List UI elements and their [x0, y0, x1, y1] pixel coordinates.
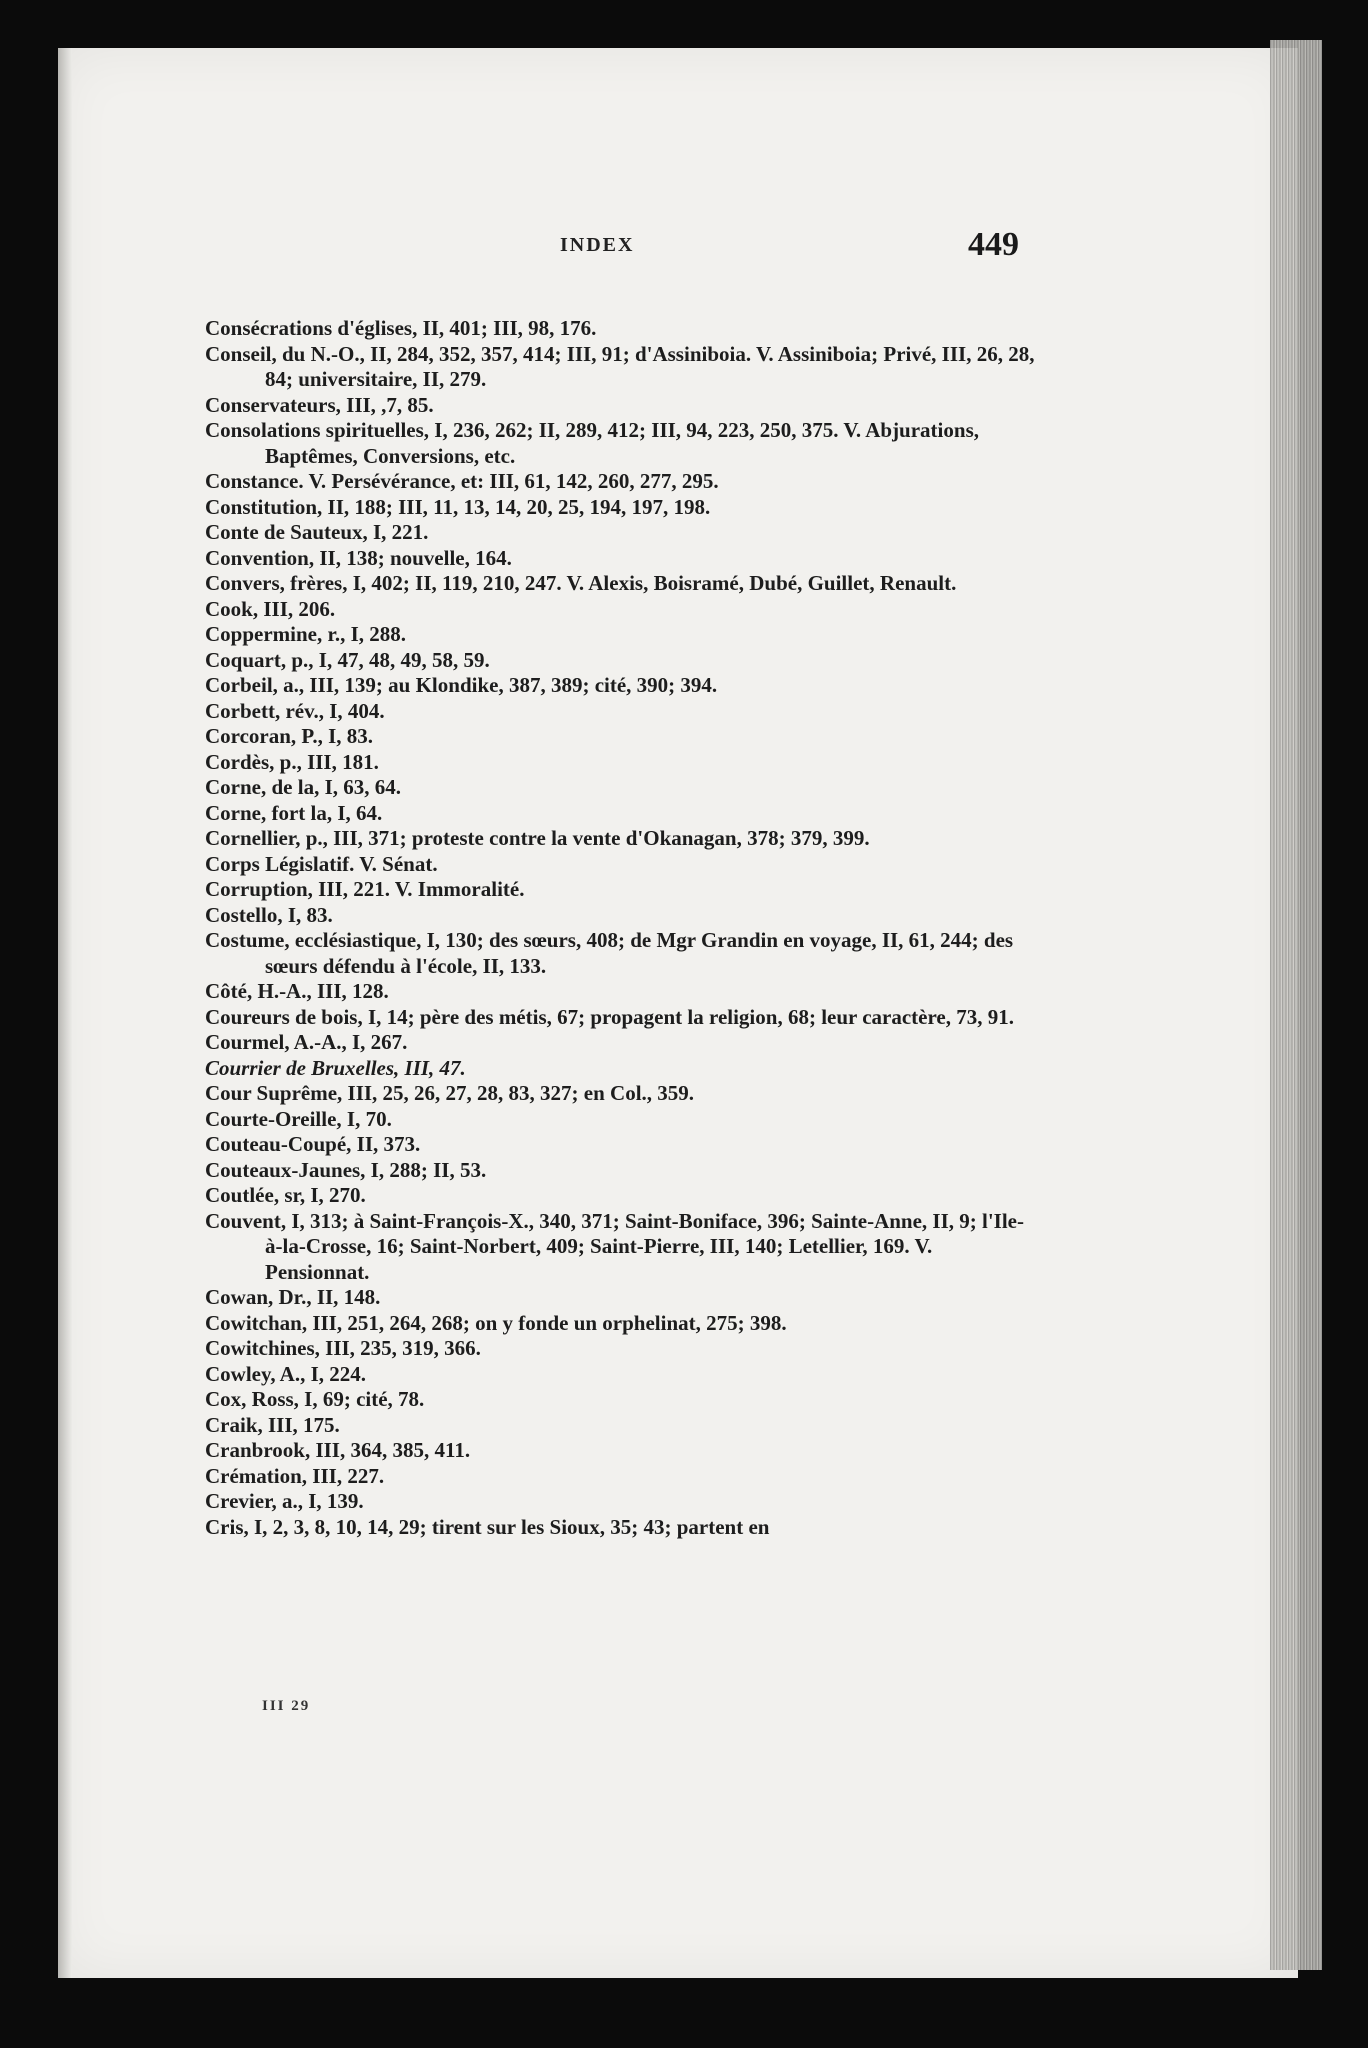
index-entry: Costello, I, 83. [205, 902, 333, 927]
index-entry: Cowitchan, III, 251, 264, 268; on y fonde un orphelinat, 275; 398. [205, 1310, 787, 1335]
index-entry: Convers, frères, I, 402; II, 119, 210, 247. V. Alexis, Boisramé, Dubé, Guillet, Renault. [205, 571, 957, 595]
index-entry: Coquart, p., I, 47, 48, 49, 58, 59. [205, 647, 490, 672]
index-entry: Coureurs de bois, I, 14; père des métis, 67; propagent la religion, 68; leur caractère, 73, 91. [205, 1004, 1015, 1029]
index-entry: Coutlée, sr, I, 270. [205, 1183, 366, 1207]
index-entry: Crémation, III, 227. [205, 1463, 385, 1488]
index-entry: Craik, III, 175. [205, 1412, 340, 1437]
index-entry: Corne, fort la, I, 64. [205, 800, 383, 825]
index-entry: Consécrations d'églises, II, 401; III, 98, 176. [205, 316, 597, 340]
index-entry: Couteaux-Jaunes, I, 288; II, 53. [205, 1157, 487, 1182]
index-entry: Consolations spirituelles, I, 236, 262; II, 289, 412; III, 94, 223, 250, 375. V. Abjurations, Baptêmes, Conversions, etc. [205, 418, 979, 468]
index-entry: Conte de Sauteux, I, 221. [205, 520, 429, 544]
index-entry: Courte-Oreille, I, 70. [205, 1106, 392, 1131]
index-entry: Cour Suprême, III, 25, 26, 27, 28, 83, 327; en Col., 359. [205, 1081, 695, 1105]
index-entry: Cranbrook, III, 364, 385, 411. [205, 1438, 471, 1462]
index-entry: Constitution, II, 188; III, 11, 13, 14, 20, 25, 194, 197, 198. [205, 494, 711, 519]
page-number: 449 [968, 226, 1019, 263]
index-entry: Cordès, p., III, 181. [205, 749, 379, 774]
index-entry: Crevier, a., I, 139. [205, 1489, 364, 1513]
index-entry: Cris, I, 2, 3, 8, 10, 14, 29; tirent sur les Sioux, 35; 43; partent en [205, 1514, 770, 1539]
index-entry: Corbett, rév., I, 404. [205, 698, 385, 723]
index-entry: Conservateurs, III, ,7, 85. [205, 392, 434, 417]
index-entry: Courmel, A.-A., I, 267. [205, 1030, 408, 1054]
index-entry: Cowan, Dr., II, 148. [205, 1285, 381, 1309]
index-entry: Corruption, III, 221. V. Immoralité. [205, 877, 525, 901]
index-entry: Côté, H.-A., III, 128. [205, 979, 389, 1003]
index-entry: Couvent, I, 313; à Saint-François-X., 340, 371; Saint-Boniface, 396; Sainte-Anne, II, 9; l'Ile-à-la-Crosse, 16; Saint-Norbert, 409; Saint-Pierre, III, 140; Letellier, 169. V. Pensionnat. [205, 1208, 1024, 1284]
index-entry: Conseil, du N.-O., II, 284, 352, 357, 414; III, 91; d'Assiniboia. V. Assiniboia; Privé, III, 26, 28, 84; universitaire, II, 279. [205, 341, 1035, 391]
index-entries [205, 316, 1035, 1540]
index-entry: Cowitchines, III, 235, 319, 366. [205, 1336, 481, 1360]
index-entry: Constance. V. Persévérance, et: III, 61, 142, 260, 277, 295. [205, 469, 719, 493]
index-entry: Convention, II, 138; nouvelle, 164. [205, 545, 512, 570]
index-entry: Corne, de la, I, 63, 64. [205, 775, 401, 799]
index-entry: Courrier de Bruxelles, III, 47. [205, 1055, 466, 1080]
index-entry: Corps Législatif. V. Sénat. [205, 851, 438, 876]
index-entry: Cox, Ross, I, 69; cité, 78. [205, 1387, 425, 1411]
index-entry: Corcoran, P., I, 83. [205, 724, 373, 748]
index-entry: Cook, III, 206. [205, 596, 336, 621]
index-entry: Couteau-Coupé, II, 373. [205, 1132, 421, 1156]
index-entry: Cornellier, p., III, 371; proteste contre la vente d'Okanagan, 378; 379, 399. [205, 826, 870, 850]
signature-mark: III 29 [262, 1698, 311, 1714]
index-entry: Coppermine, r., I, 288. [205, 622, 407, 646]
index-entry: Cowley, A., I, 224. [205, 1361, 367, 1386]
index-entry: Costume, ecclésiastique, I, 130; des sœurs, 408; de Mgr Grandin en voyage, II, 61, 244; des sœurs défendu à l'école, II, 133. [205, 928, 1014, 978]
page-header [205, 226, 1025, 272]
page-gutter [58, 48, 72, 1978]
running-head: INDEX [560, 234, 635, 256]
index-entry: Corbeil, a., III, 139; au Klondike, 387, 389; cité, 390; 394. [205, 673, 718, 697]
page-edges [1270, 40, 1322, 1970]
